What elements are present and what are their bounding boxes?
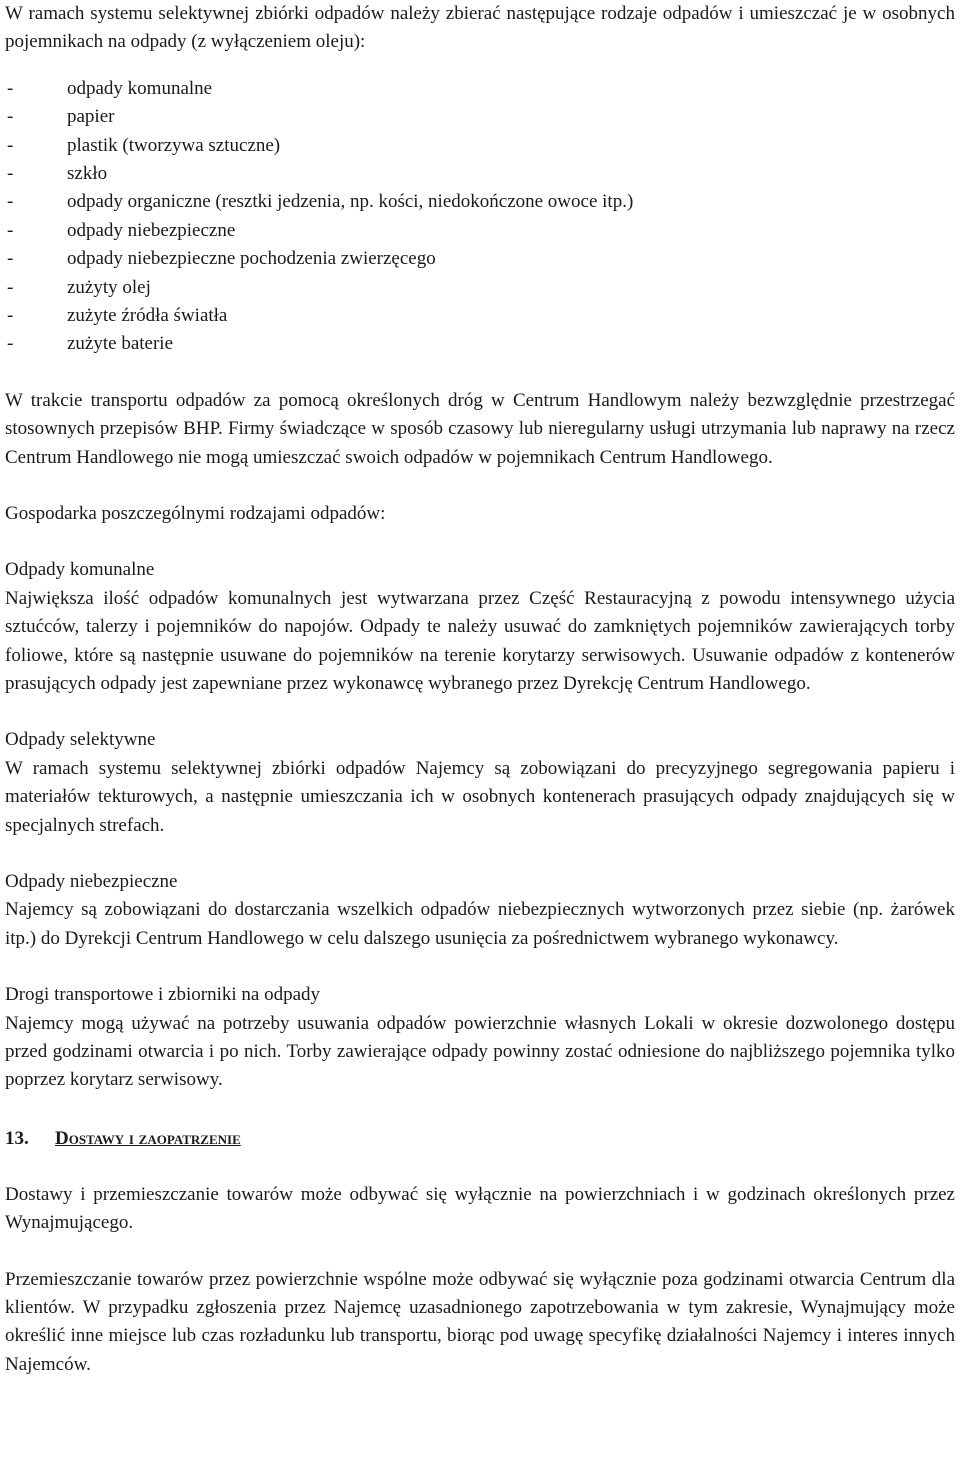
document-page — [5, 0, 955, 1379]
list-item: - plastik (tworzywa sztuczne) — [5, 132, 955, 160]
deliveries-paragraph-1: Dostawy i przemieszczanie towarów może odbywać się wyłącznie na powierzchniach i w godzinach określonych przez Wynajmującego. — [5, 1183, 955, 1234]
dash-marker: - — [7, 134, 14, 156]
section-hazardous-waste — [5, 868, 955, 953]
list-item: - szkło — [5, 160, 955, 188]
section-body: Najemcy mogą używać na potrzeby usuwania odpadów powierzchnie własnych Lokali w okresie dozwolonego dostępu przed godzinami otwarcia i po nich. Torby zawierające odpady powinny zostać odniesione do najbliższego pojemnika tylko poprzez korytarz serwisowy. — [5, 1012, 955, 1091]
deliveries-paragraph-2: Przemieszczanie towarów przez powierzchnie wspólne może odbywać się wyłącznie poza godzinami otwarcia Centrum dla klientów. W przypadku zgłoszenia przez Najemcę uzasadnionego zapotrzebowania w tym zakresie, Wynajmujący może określić inne miejsce lub czas rozładunku lub transportu, biorąc pod uwagę specyfikę działalności Najemcy i interes innych Najemców. — [5, 1268, 955, 1375]
intro-paragraph: W ramach systemu selektywnej zbiórki odpadów należy zbierać następujące rodzaje odpadów i umieszczać je w osobnych pojemnikach na odpady (z wyłączeniem oleju): — [5, 3, 955, 53]
section-selective-waste — [5, 726, 955, 840]
section-municipal-waste — [5, 556, 955, 698]
list-item: - zużyte źródła światła — [5, 302, 955, 330]
chapter-number: 13. — [5, 1127, 29, 1149]
list-item: - papier — [5, 103, 955, 131]
section-title: Drogi transportowe i zbiorniki na odpady — [5, 984, 321, 1006]
dash-marker: - — [7, 248, 14, 270]
list-item: - odpady niebezpieczne pochodzenia zwierzęcego — [5, 245, 955, 273]
waste-types-list — [5, 75, 955, 359]
dash-marker: - — [7, 77, 14, 99]
dash-marker: - — [7, 162, 14, 184]
dash-marker: - — [7, 219, 14, 241]
transport-paragraph: W trakcie transportu odpadów za pomocą określonych dróg w Centrum Handlowym należy bezwzględnie przestrzegać stosownych przepisów BHP. Firmy świadczące w sposób czasowy lub nieregularny usługi utrzymania lub naprawy na rzecz Centrum Handlowego nie mogą umieszczać swoich odpadów w pojemnikach Centrum Handlowego. — [5, 389, 955, 468]
dash-marker: - — [7, 106, 14, 128]
section-title: Odpady selektywne — [5, 729, 156, 751]
list-item: - odpady komunalne — [5, 75, 955, 103]
section-body: Największa ilość odpadów komunalnych jest wytwarzana przez Część Restauracyjną z powodu intensywnego użycia sztućców, talerzy i pojemników do napojów. Odpady te należy usuwać do zamkniętych pojemników zawierających torby foliowe, które są następnie usuwane do pojemników na terenie korytarzy serwisowych. Usuwanie odpadów z kontenerów prasujących odpady jest zapewniane przez wykonawcę wybranego przez Dyrekcję Centrum Handlowego. — [5, 587, 955, 694]
dash-marker: - — [7, 191, 14, 213]
dash-marker: - — [7, 304, 14, 326]
list-item: - odpady niebezpieczne — [5, 217, 955, 245]
section-transport-routes — [5, 981, 955, 1095]
chapter-heading — [5, 1125, 955, 1155]
section-body: W ramach systemu selektywnej zbiórki odpadów Najemcy są zobowiązani do precyzyjnego segregowania papieru i materiałów tekturowych, a następnie umieszczania ich w osobnych kontenerach prasujących odpady znajdujących się w specjalnych strefach. — [5, 757, 955, 836]
management-heading: Gospodarka poszczególnymi rodzajami odpadów: — [5, 502, 386, 524]
dash-marker: - — [7, 276, 14, 298]
list-item: - odpady organiczne (resztki jedzenia, np. kości, niedokończone owoce itp.) — [5, 188, 955, 216]
section-body: Najemcy są zobowiązani do dostarczania wszelkich odpadów niebezpiecznych wytworzonych przez siebie (np. żarówek itp.) do Dyrekcji Centrum Handlowego w celu dalszego usunięcia za pośrednictwem wybranego wykonawcy. — [5, 899, 955, 949]
list-item: - zużyte baterie — [5, 330, 955, 358]
section-title: Odpady komunalne — [5, 559, 155, 581]
dash-marker: - — [7, 333, 14, 355]
section-title: Odpady niebezpieczne — [5, 871, 178, 892]
chapter-title: Dostawy i zaopatrzenie — [55, 1127, 241, 1149]
list-item: - zużyty olej — [5, 274, 955, 302]
